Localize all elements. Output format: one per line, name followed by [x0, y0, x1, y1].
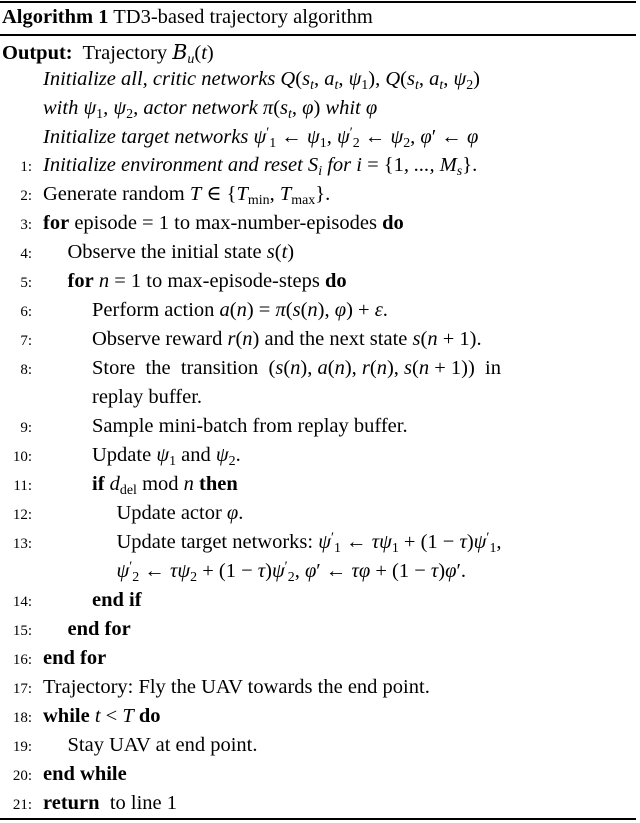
output-line [2, 40, 214, 68]
line-number: 16: [12, 652, 32, 668]
algorithm-step: Observe reward r(n) and the next state s(n + 1). [92, 328, 482, 350]
init-line-3: Initialize target networks $\psi'_1$ ← $\psi_1$, $\psi'_2$ ← $\psi_2$, φ′ ← φ [43, 125, 479, 152]
line-number: 5: [20, 275, 32, 291]
algorithm-step: for n = 1 to max-episode-steps do [67, 270, 347, 292]
algorithm-step: Sample mini-batch from replay buffer. [92, 415, 408, 437]
line-number: 18: [12, 710, 32, 726]
algorithm-step: end for [43, 647, 107, 669]
algorithm-step: for episode = 1 to max-number-episodes do [43, 212, 404, 234]
algorithm-step: Stay UAV at end point. [67, 734, 258, 756]
line-number: 17: [12, 681, 32, 697]
output-value: Trajectory $B_u(t)$ [82, 40, 214, 68]
line-number: 11: [13, 478, 32, 494]
algorithm-step: end for [67, 618, 131, 640]
line-number: 12: [12, 507, 32, 523]
line-number: 10: [12, 449, 32, 465]
init-line-2: with $\psi_1$, $\psi_2$, actor network $\pi(s_t$, φ) whit φ [43, 97, 378, 123]
algorithm-step: end if [92, 589, 142, 611]
line-number: 1: [20, 159, 32, 175]
algorithm-step: Store the transition (s(n), a(n), r(n), s(n + 1)) in replay buffer. [92, 357, 502, 408]
line-number: 3: [20, 217, 32, 233]
title-rule [0, 34, 636, 36]
algorithm-label: Algorithm 1 [2, 6, 109, 28]
top-rule [0, 1, 636, 3]
algorithm-step: Trajectory: Fly the UAV towards the end point. [43, 676, 430, 698]
algorithm-step: Observe the initial state s(t) [67, 241, 295, 263]
line-number: 9: [20, 420, 32, 436]
algorithm-step: if $d_{del}$ mod n then [92, 473, 238, 499]
algorithm-step: Update actor φ. [116, 502, 244, 524]
algorithm-step: Generate random T ∈ {$T_{min}$, $T_{max}$}. [43, 183, 331, 209]
bottom-rule [0, 818, 636, 820]
algorithm-step: end while [43, 763, 127, 785]
line-number: 2: [20, 188, 32, 204]
line-number: 4: [20, 246, 32, 262]
line-number: 21: [12, 797, 32, 813]
algorithm-step: Update $\psi_1$ and $\psi_2$. [92, 444, 241, 470]
line-number: 14: [12, 594, 32, 610]
line-number: 7: [20, 333, 32, 349]
algorithm-title [2, 6, 373, 29]
algorithm-step: Perform action a(n) = π(s(n), φ) + ε. [92, 299, 388, 321]
algorithm-step: Initialize environment and reset $S_i$ for i = {1, ..., $M_s$}. [43, 154, 478, 180]
line-number: 8: [20, 362, 32, 378]
algorithm-step: while t < T do [43, 705, 161, 727]
algorithm-step: Update target networks: $\psi'_1$ ← $\tau\psi_1 + (1 - \tau)\psi'_1$, $\psi'_2$ ← $\tau\psi_2 + (1 - \tau)\psi'_2$, φ′ ← τφ + (1 − τ)φ′. [116, 530, 502, 586]
line-number: 13: [12, 536, 32, 552]
line-number: 20: [12, 768, 32, 784]
algorithm-step: return to line 1 [43, 792, 177, 814]
algorithm-title-text: TD3-based trajectory algorithm [113, 6, 373, 28]
line-number: 15: [12, 623, 32, 639]
output-label: Output: [2, 42, 73, 64]
init-line-1: Initialize all, critic networks $Q(s_t$, $a_t$, $\psi_1$), $Q(s_t$, $a_t$, $\psi_2$) [43, 68, 480, 94]
line-number: 6: [20, 304, 32, 320]
line-number: 19: [12, 739, 32, 755]
